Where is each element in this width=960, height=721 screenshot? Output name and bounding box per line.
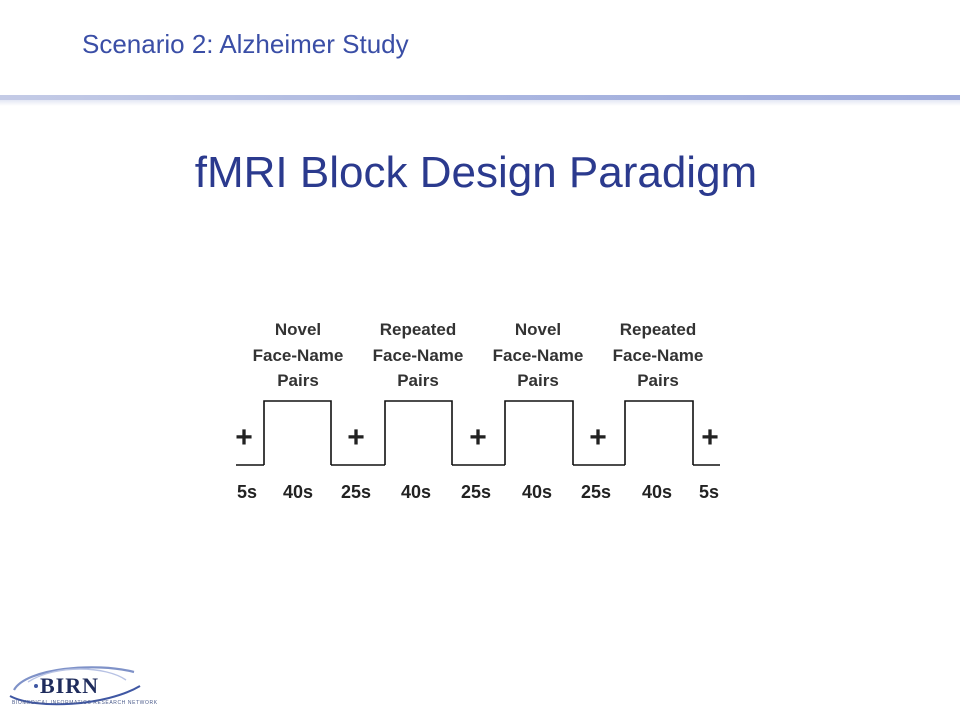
fixation-cross: + (347, 421, 365, 454)
fixation-cross: + (235, 421, 253, 454)
block-label-line: Face-Name (492, 345, 584, 365)
duration-label: 40s (282, 482, 314, 502)
task-block (505, 401, 573, 465)
slide-title: fMRI Block Design Paradigm (194, 148, 758, 197)
block-label-4 (593, 317, 723, 394)
duration-label: 40s (400, 482, 432, 502)
task-block (264, 401, 331, 465)
block-label-line: Repeated (619, 320, 697, 339)
block-label-2 (353, 317, 483, 394)
birn-logo (6, 660, 156, 716)
duration-label: 5s (236, 482, 258, 502)
duration-label: 40s (521, 482, 553, 502)
duration-label: 25s (340, 482, 372, 502)
block-label-line: Face-Name (612, 345, 704, 365)
block-label-line: Face-Name (372, 345, 464, 365)
duration-label: 25s (460, 482, 492, 502)
block-label-line: Face-Name (252, 345, 344, 365)
block-label-1 (233, 317, 363, 394)
duration-label: 25s (580, 482, 612, 502)
logo-tagline: BIOMEDICAL INFORMATICS RESEARCH NETWORK (12, 700, 158, 706)
header-divider-shadow (0, 100, 960, 106)
fixation-cross: + (589, 421, 607, 454)
block-label-line: Repeated (379, 320, 457, 339)
block-label-line: Novel (514, 320, 562, 339)
header-title: Scenario 2: Alzheimer Study (82, 29, 409, 59)
task-block (625, 401, 693, 465)
block-label-line: Novel (274, 320, 322, 339)
duration-label: 40s (641, 482, 673, 502)
block-label-line: Pairs (397, 371, 439, 390)
fixation-cross: + (701, 421, 719, 454)
block-label-line: Pairs (517, 371, 559, 390)
block-label-line: Pairs (637, 371, 679, 390)
duration-label: 5s (698, 482, 720, 502)
block-label-line: Pairs (277, 371, 319, 390)
logo-name: BIRN (40, 673, 100, 698)
fixation-cross: + (469, 421, 487, 454)
task-block (385, 401, 452, 465)
block-label-3 (473, 317, 603, 394)
